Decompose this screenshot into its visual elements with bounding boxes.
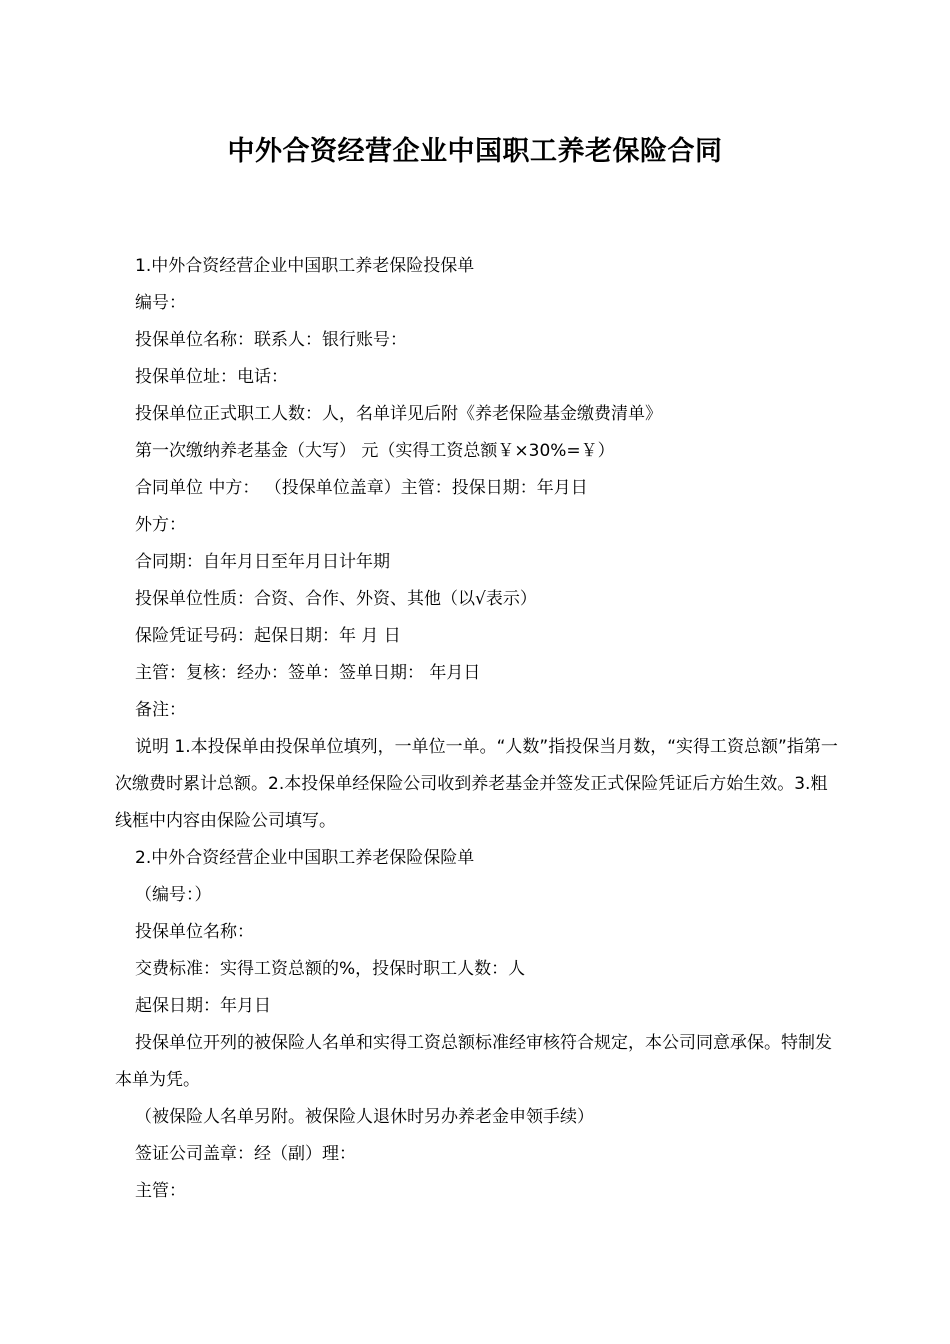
field-contract-unit-chinese: 合同单位 中方： （投保单位盖章）主管：投保日期：年月日 [135, 478, 588, 498]
field-contract-period: 合同期：自年月日至年月日计年期 [135, 552, 390, 572]
field-certificate-number: 保险凭证号码：起保日期：年 月 日 [135, 626, 401, 646]
field-company-seal: 签证公司盖章：经（副）理： [135, 1144, 356, 1164]
document-body [115, 248, 840, 1210]
field-policy-unit-name: 投保单位名称： [135, 922, 254, 942]
document-title: 中外合资经营企业中国职工养老保险合同 [227, 136, 723, 167]
field-staff-count: 投保单位正式职工人数：人，名单详见后附《养老保险基金缴费清单》 [135, 404, 662, 424]
section-heading-application: 1.中外合资经营企业中国职工养老保险投保单 [135, 256, 475, 276]
paragraph-instructions: 说明 1.本投保单由投保单位填列，一单位一单。“人数”指投保当月数，“实得工资总额”指第一次缴费时累计总额。2.本投保单经保险公司收到养老基金并签发正式保险凭证后方始生效。3.粗线框中内容由保险公司填写。 [115, 737, 838, 831]
section-heading-policy: 2.中外合资经营企业中国职工养老保险保险单 [135, 848, 475, 868]
field-remarks: 备注： [135, 700, 186, 720]
field-insured-unit-name: 投保单位名称：联系人：银行账号： [135, 330, 407, 350]
field-signatures: 主管：复核：经办：签单：签单日期： 年月日 [135, 663, 481, 683]
paragraph-approval: 投保单位开列的被保险人名单和实得工资总额标准经审核符合规定，本公司同意承保。特制发本单为凭。 [115, 1033, 832, 1090]
paragraph-appendix-note: （被保险人名单另附。被保险人退休时另办养老金申领手续） [135, 1107, 594, 1127]
field-insured-unit-address: 投保单位址：电话： [135, 367, 288, 387]
field-contract-unit-foreign: 外方： [135, 515, 186, 535]
field-first-payment: 第一次缴纳养老基金（大写） 元（实得工资总额￥×30%=￥） [135, 441, 615, 461]
field-unit-nature: 投保单位性质：合资、合作、外资、其他（以√表示） [135, 589, 537, 609]
field-supervisor: 主管： [135, 1181, 186, 1201]
field-start-date: 起保日期：年月日 [135, 996, 271, 1016]
field-number: 编号： [135, 293, 186, 313]
field-policy-number: （编号：） [135, 885, 212, 905]
field-fee-standard: 交费标准：实得工资总额的%，投保时职工人数：人 [135, 959, 526, 979]
